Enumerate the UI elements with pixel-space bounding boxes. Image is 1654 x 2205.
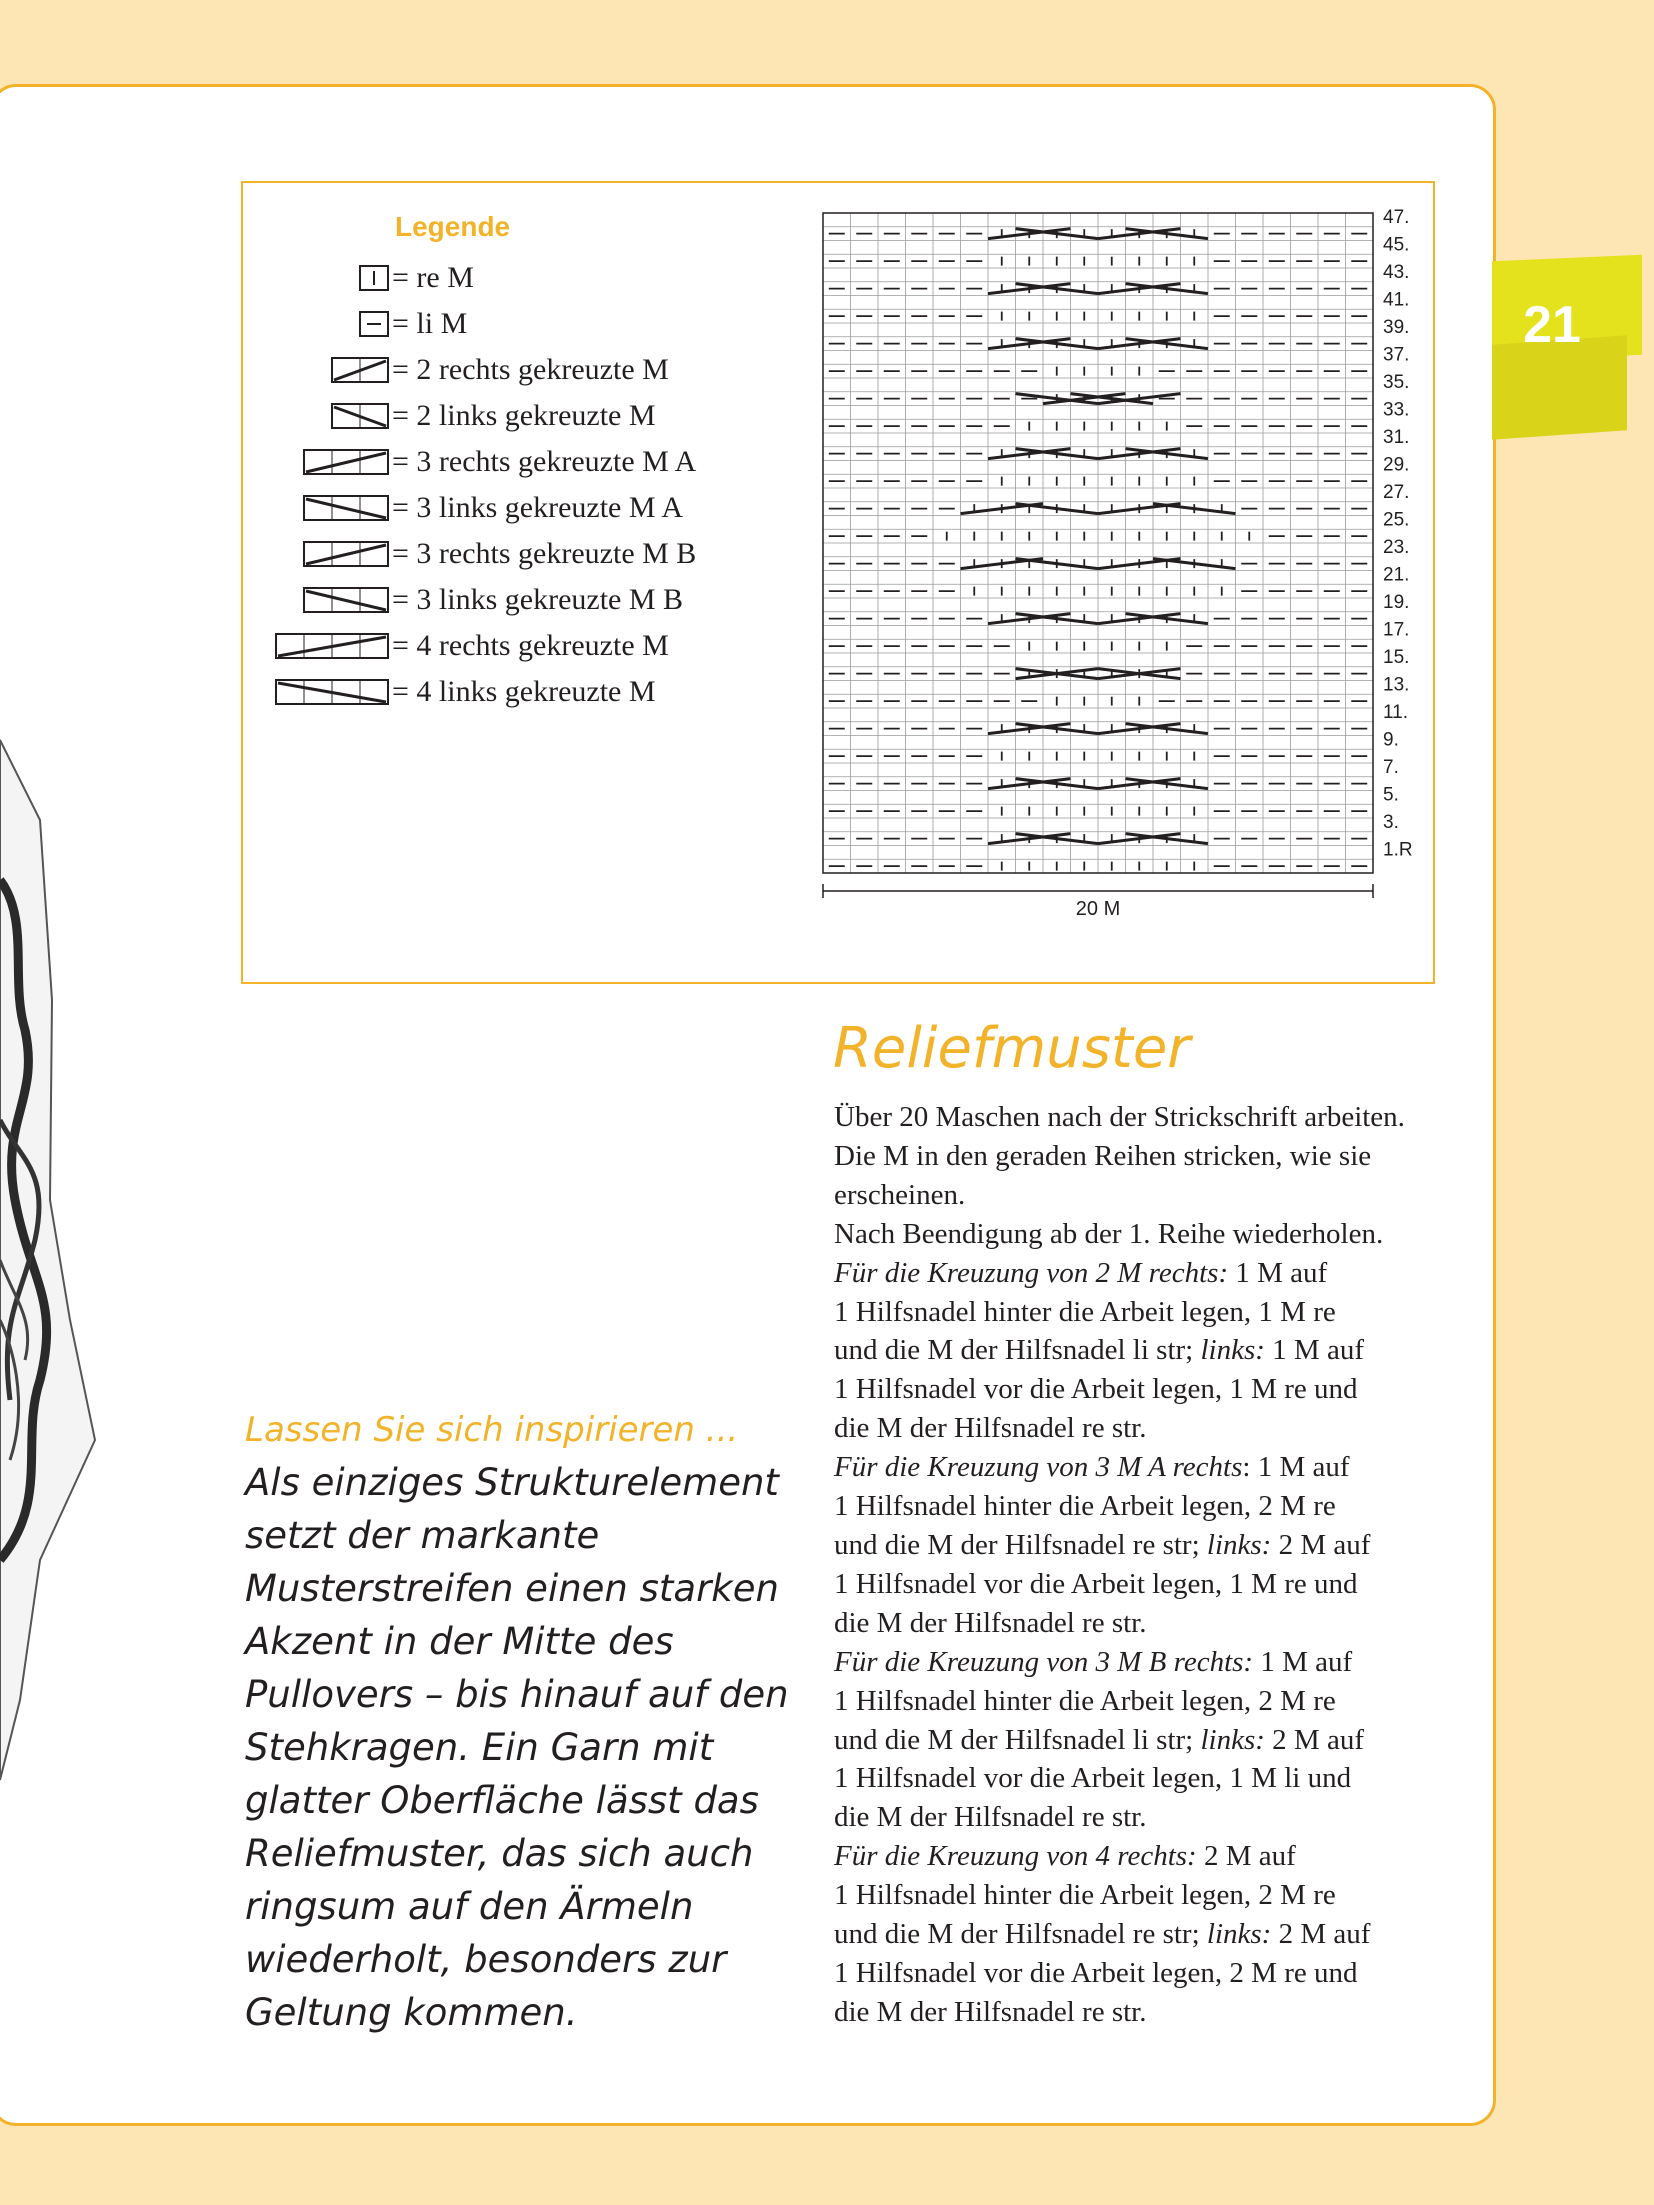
instruction-line bbox=[834, 1798, 1405, 1837]
inspiration-line: Pullovers – bis hinauf auf den bbox=[245, 1673, 789, 1716]
instruction-line bbox=[834, 1565, 1405, 1604]
instruction-line bbox=[834, 1098, 1405, 1137]
legend-label: = re M bbox=[392, 261, 474, 294]
instruction-line bbox=[834, 1487, 1405, 1526]
purl-stitch-icon bbox=[250, 304, 390, 344]
instruction-text: Nach Beendigung ab der 1. Reihe wiederholen. bbox=[834, 1217, 1384, 1250]
legend-row bbox=[250, 304, 467, 344]
legend-row bbox=[250, 672, 656, 712]
legend-row bbox=[250, 488, 683, 528]
row-label: 31. bbox=[1383, 427, 1410, 448]
inspiration-line: glatter Oberfläche lässt das bbox=[245, 1779, 759, 1822]
row-label: 41. bbox=[1383, 289, 1410, 311]
instruction-line bbox=[834, 1954, 1405, 1993]
row-label: 25. bbox=[1383, 509, 1410, 531]
instruction-line bbox=[834, 1604, 1405, 1643]
inspiration-line: Akzent in der Mitte des bbox=[245, 1620, 674, 1663]
legend-row bbox=[250, 396, 656, 436]
width-label: 20 M bbox=[1075, 898, 1121, 920]
instruction-text: 2 M auf bbox=[1196, 1840, 1296, 1873]
legend-title: Legende bbox=[395, 211, 511, 242]
legend-label: = 3 rechts gekreuzte M A bbox=[392, 445, 697, 478]
instruction-text: : 1 M auf bbox=[1242, 1451, 1350, 1484]
row-label: 39. bbox=[1383, 317, 1410, 338]
inspiration-line: Musterstreifen einen starken bbox=[245, 1567, 779, 1610]
inspiration-line: Reliefmuster, das sich auch bbox=[245, 1832, 754, 1875]
legend-row bbox=[250, 442, 696, 482]
legend-label: = 3 rechts gekreuzte M B bbox=[392, 537, 697, 570]
row-label: 45. bbox=[1383, 234, 1410, 256]
inspiration-text bbox=[245, 1456, 805, 2039]
pattern-instructions bbox=[834, 1098, 1405, 2032]
inspiration-line: setzt der markante bbox=[245, 1514, 600, 1557]
instruction-line bbox=[834, 1993, 1405, 2032]
instruction-text: 1 Hilfsnadel hinter die Arbeit legen, 2 M re bbox=[834, 1879, 1336, 1912]
cable-3a-left-icon bbox=[250, 488, 390, 528]
row-label: 37. bbox=[1383, 344, 1410, 366]
instruction-line bbox=[834, 1682, 1405, 1721]
instruction-line bbox=[834, 1915, 1405, 1954]
instruction-line bbox=[834, 1759, 1405, 1798]
legend-label: = 4 rechts gekreuzte M bbox=[392, 629, 669, 662]
row-label: 11. bbox=[1383, 702, 1409, 723]
instruction-text: 2 M auf bbox=[1264, 1723, 1364, 1756]
instruction-emphasis: links: bbox=[1206, 1528, 1272, 1561]
legend-label: = 2 links gekreuzte M bbox=[392, 399, 656, 432]
inspiration-line: Als einziges Strukturelement bbox=[245, 1461, 779, 1504]
cable-3b-right-icon bbox=[250, 534, 390, 574]
row-label: 19. bbox=[1383, 592, 1410, 613]
row-label: 3. bbox=[1383, 812, 1399, 833]
instruction-text: 2 M auf bbox=[1271, 1528, 1371, 1561]
legend-row bbox=[250, 350, 669, 390]
instruction-text: 1 Hilfsnadel hinter die Arbeit legen, 1 M re bbox=[834, 1295, 1336, 1328]
instruction-emphasis: links: bbox=[1206, 1918, 1272, 1951]
instruction-emphasis: Für die Kreuzung von 3 M A rechts bbox=[834, 1451, 1243, 1484]
pattern-title: Reliefmuster bbox=[833, 1016, 1191, 1081]
cable-2-right-icon bbox=[250, 350, 390, 390]
instruction-text: und die M der Hilfsnadel re str; bbox=[834, 1528, 1207, 1561]
cable-3b-left-icon bbox=[250, 580, 390, 620]
instruction-emphasis: links: bbox=[1200, 1723, 1265, 1756]
instruction-text: Über 20 Maschen nach der Strickschrift arbeiten. bbox=[834, 1101, 1405, 1133]
instruction-line bbox=[834, 1448, 1405, 1487]
instruction-line bbox=[834, 1876, 1405, 1915]
inspiration-title: Lassen Sie sich inspirieren ... bbox=[245, 1410, 739, 1450]
instruction-line bbox=[834, 1137, 1405, 1176]
instruction-text: 1 Hilfsnadel vor die Arbeit legen, 1 M li und bbox=[834, 1762, 1352, 1795]
row-label: 43. bbox=[1383, 262, 1410, 283]
row-label: 9. bbox=[1383, 729, 1399, 751]
row-label: 29. bbox=[1383, 454, 1410, 476]
instruction-text: 1 Hilfsnadel hinter die Arbeit legen, 2 M re bbox=[834, 1684, 1336, 1717]
legend-row bbox=[250, 534, 696, 574]
legend-label: = 3 links gekreuzte M A bbox=[392, 491, 684, 524]
row-label: 33. bbox=[1383, 399, 1410, 421]
legend-label: = 2 rechts gekreuzte M bbox=[392, 353, 669, 386]
row-label: 15. bbox=[1383, 647, 1410, 668]
inspiration-line: wiederholt, besonders zur bbox=[245, 1938, 727, 1981]
inspiration-line: ringsum auf den Ärmeln bbox=[245, 1885, 694, 1928]
row-label: 5. bbox=[1383, 784, 1399, 806]
instruction-line bbox=[834, 1215, 1405, 1254]
cable-4-left-icon bbox=[250, 672, 390, 712]
instruction-text: Die M in den geraden Reihen stricken, wie sie bbox=[834, 1139, 1372, 1172]
sweater-photo bbox=[0, 700, 110, 1800]
instruction-text: 1 Hilfsnadel hinter die Arbeit legen, 2 M re bbox=[834, 1490, 1336, 1523]
cable-4-right-icon bbox=[250, 626, 390, 666]
legend-row bbox=[250, 258, 474, 298]
row-label: 23. bbox=[1383, 537, 1410, 558]
instruction-line bbox=[834, 1370, 1405, 1409]
instruction-emphasis: Für die Kreuzung von 3 M B rechts: bbox=[834, 1645, 1254, 1678]
instruction-line bbox=[834, 1176, 1405, 1215]
instruction-line bbox=[834, 1837, 1405, 1876]
instruction-text: 1 M auf bbox=[1253, 1645, 1353, 1678]
page-number: 21 bbox=[1523, 296, 1581, 354]
instruction-text: 2 M auf bbox=[1271, 1918, 1371, 1951]
knitting-chart bbox=[815, 205, 1435, 925]
cable-3a-right-icon bbox=[250, 442, 390, 482]
legend-label: = 4 links gekreuzte M bbox=[392, 675, 656, 708]
row-label: 17. bbox=[1383, 619, 1410, 641]
instruction-text: die M der Hilfsnadel re str. bbox=[834, 1412, 1147, 1445]
instruction-text: 1 Hilfsnadel vor die Arbeit legen, 1 M re und bbox=[834, 1567, 1358, 1600]
cable-2-left-icon bbox=[250, 396, 390, 436]
row-label: 21. bbox=[1383, 564, 1410, 586]
knit-stitch-icon bbox=[250, 258, 390, 298]
instruction-text: und die M der Hilfsnadel li str; bbox=[834, 1334, 1201, 1367]
instruction-emphasis: Für die Kreuzung von 4 rechts: bbox=[834, 1840, 1197, 1873]
instruction-text: die M der Hilfsnadel re str. bbox=[834, 1606, 1147, 1639]
legend-row bbox=[250, 580, 683, 620]
row-label: 47. bbox=[1383, 207, 1410, 228]
instruction-line bbox=[834, 1643, 1405, 1682]
instruction-text: 1 M auf bbox=[1228, 1256, 1328, 1289]
instruction-text: und die M der Hilfsnadel li str; bbox=[834, 1723, 1201, 1756]
instruction-text: die M der Hilfsnadel re str. bbox=[834, 1801, 1147, 1834]
instruction-line bbox=[834, 1526, 1405, 1565]
legend-label: = 3 links gekreuzte M B bbox=[392, 583, 684, 616]
instruction-line bbox=[834, 1331, 1405, 1370]
instruction-text: erscheinen. bbox=[834, 1178, 966, 1211]
legend-row bbox=[250, 626, 669, 666]
inspiration-line: Geltung kommen. bbox=[245, 1991, 578, 2034]
instruction-text: 1 Hilfsnadel vor die Arbeit legen, 1 M re und bbox=[834, 1373, 1358, 1406]
row-label: 35. bbox=[1383, 372, 1410, 393]
instruction-text: die M der Hilfsnadel re str. bbox=[834, 1995, 1147, 2028]
instruction-line bbox=[834, 1293, 1405, 1332]
instruction-text: 1 Hilfsnadel vor die Arbeit legen, 2 M re und bbox=[834, 1956, 1358, 1989]
row-label: 1.R bbox=[1383, 839, 1413, 861]
row-label: 27. bbox=[1383, 482, 1410, 503]
instruction-text: und die M der Hilfsnadel re str; bbox=[834, 1918, 1207, 1951]
instruction-line bbox=[834, 1409, 1405, 1448]
instruction-text: 1 M auf bbox=[1264, 1334, 1364, 1367]
instruction-emphasis: Für die Kreuzung von 2 M rechts: bbox=[834, 1256, 1229, 1289]
instruction-emphasis: links: bbox=[1200, 1334, 1265, 1367]
inspiration-line: Stehkragen. Ein Garn mit bbox=[245, 1726, 714, 1769]
instruction-line bbox=[834, 1721, 1405, 1760]
row-label: 7. bbox=[1383, 757, 1399, 778]
legend-label: = li M bbox=[392, 307, 468, 340]
row-label: 13. bbox=[1383, 674, 1410, 696]
instruction-line bbox=[834, 1254, 1405, 1293]
